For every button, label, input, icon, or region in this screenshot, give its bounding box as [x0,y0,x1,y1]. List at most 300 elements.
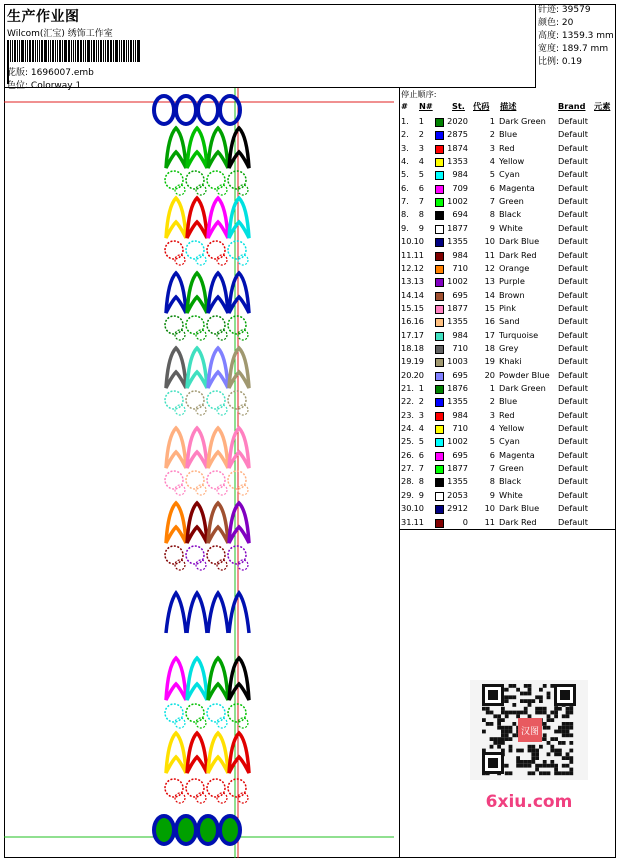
embroidery-leaf [166,733,186,773]
table-row [400,329,616,342]
row-code: 3 [489,142,495,153]
row-stitches: 1002 [447,196,468,207]
row-code: 20 [484,369,495,380]
col-n: N# [419,101,433,111]
row-n: 9 [418,489,424,500]
row-index: 17. [401,329,415,340]
qr-module [509,730,513,734]
qr-module [497,714,501,718]
row-stitches: 1876 [447,383,468,393]
qr-module [516,688,520,692]
qr-module [520,699,524,703]
qr-module [566,722,570,726]
row-description: White [499,489,523,500]
row-brand: Default [558,196,588,207]
qr-module [566,707,570,711]
embroidery-leaf [229,733,249,773]
row-brand: Default [558,156,588,167]
qr-module [497,737,501,741]
table-row [400,409,616,422]
barcode-bar [10,40,11,62]
qr-module [550,684,554,688]
barcode-bar [119,40,120,62]
row-stitches: 1877 [447,302,468,313]
row-description: Turquoise [499,329,539,340]
row-index: 19. [401,356,415,367]
qr-module [569,749,573,753]
qr-module [501,741,505,745]
row-description: Yellow [499,423,525,434]
qr-module [516,714,520,718]
qr-module [554,771,558,775]
color-swatch [435,252,444,261]
qr-module [554,714,558,718]
row-description: Magenta [499,182,535,193]
row-index: 22. [401,396,415,407]
qr-module [566,764,570,768]
embroidery-arch [187,593,207,633]
qr-module [535,764,539,768]
qr-module [566,771,570,775]
row-code: 7 [489,463,495,474]
row-brand: Default [558,503,588,514]
row-stitches: 709 [452,182,468,193]
row-brand: Default [558,116,588,126]
color-swatch [435,425,444,434]
barcode [7,40,143,62]
barcode-bar [87,40,90,62]
table-row [400,275,616,288]
row-code: 15 [484,302,495,313]
qr-module [543,726,547,730]
row-description: Green [499,196,524,207]
row-index: 31. [401,516,415,527]
embroidery-arch [229,593,249,633]
qr-module [509,695,513,699]
qr-module [512,684,516,688]
embroidery-leaf [166,503,186,543]
qr-module [490,737,494,741]
row-stitches: 984 [452,169,468,180]
barcode-bar [137,40,140,62]
col-code: 代码 [473,101,490,111]
qr-module [535,695,539,699]
stat-label: 针迹: [538,5,560,15]
row-n: 12 [413,262,424,273]
row-index: 23. [401,409,415,420]
table-row [400,435,616,448]
barcode-bar [41,40,43,62]
embroidery-loop [176,816,196,844]
row-n: 7 [418,196,424,207]
col-brand: Brand [558,101,586,111]
embroidery-leaf [187,428,207,468]
row-code: 3 [489,409,495,420]
table-row [400,128,616,141]
barcode-bar [62,40,63,62]
qr-module [520,760,524,764]
table-row [400,155,616,168]
row-code: 5 [489,436,495,447]
embroidery-scroll [186,704,204,722]
qr-module [528,714,532,718]
qr-module [558,726,562,730]
row-stitches: 695 [452,289,468,300]
color-swatch [435,198,444,207]
stat-label: 比例: [538,57,560,67]
barcode-bar [80,40,82,62]
table-row [400,115,616,128]
row-description: Dark Blue [499,236,540,247]
embroidery-scroll [186,546,204,564]
qr-module [505,730,509,734]
row-index: 21. [401,383,415,393]
qr-module [501,707,505,711]
qr-module [554,707,558,711]
company-name: Wilcom(汇宝) 绣饰工作室 [7,29,113,39]
row-description: White [499,222,523,233]
row-brand: Default [558,489,588,500]
barcode-bar [52,40,54,62]
qr-module [501,749,505,753]
row-code: 12 [484,262,495,273]
barcode-bar [29,40,31,62]
embroidery-scroll [228,171,246,189]
embroidery-leaf [166,128,186,168]
table-row [400,249,616,262]
qr-module [531,771,535,775]
row-index: 3. [401,142,409,153]
table-header [400,101,616,113]
barcode-bar [19,40,20,62]
qr-module [490,745,494,749]
stats-panel [536,4,616,88]
table-row [400,168,616,181]
row-description: Sand [499,316,520,327]
row-description: Yellow [499,156,525,167]
qr-module [509,726,513,730]
embroidery-leaf [229,348,249,388]
qr-module [558,771,562,775]
qr-module [566,752,570,756]
qr-module [512,733,516,737]
barcode-bar [50,40,51,62]
qr-module [566,726,570,730]
qr-module [562,764,566,768]
row-index: 6. [401,182,409,193]
row-stitches: 710 [452,262,468,273]
qr-module [543,737,547,741]
qr-module [509,711,513,715]
row-brand: Default [558,129,588,140]
row-stitches: 2875 [447,129,468,140]
qr-module [569,722,573,726]
row-index: 5. [401,169,409,180]
embroidery-leaf [187,658,207,700]
embroidery-leaf [187,128,207,168]
qr-module [566,756,570,760]
color-swatch [435,171,444,180]
qr-module [497,745,501,749]
qr-module [493,737,497,741]
embroidery-arch [166,593,186,633]
row-n: 4 [418,423,424,434]
qr-module [486,707,490,711]
row-stitches: 0 [462,516,468,527]
qr-module [539,764,543,768]
embroidery-leaf [208,503,228,543]
embroidery-scroll [165,471,183,489]
qr-module [493,714,497,718]
qr-module [543,764,547,768]
qr-module [569,760,573,764]
color-swatch [435,478,444,487]
file-line [7,65,94,78]
row-n: 11 [413,249,424,260]
row-code: 4 [489,423,495,434]
qr-module [550,737,554,741]
row-n: 3 [418,142,424,153]
row-n: 16 [413,316,424,327]
qr-module [558,707,562,711]
row-n: 1 [418,116,424,126]
barcode-bar [27,40,28,62]
row-code: 6 [489,182,495,193]
row-description: Orange [499,262,530,273]
embroidery-scroll [165,704,183,722]
qr-module [482,718,486,722]
embroidery-scroll [228,471,246,489]
color-swatch [435,505,444,514]
row-n: 8 [418,476,424,487]
row-stitches: 1353 [447,156,468,167]
qr-finder [488,690,498,700]
qr-module [569,707,573,711]
row-index: 1. [401,116,409,126]
qr-module [528,745,532,749]
embroidery-leaf [187,348,207,388]
row-index: 24. [401,423,415,434]
embroidery-leaf [208,198,228,238]
row-stitches: 710 [452,423,468,434]
row-stitches: 695 [452,449,468,460]
qr-module [554,768,558,772]
embroidery-leaf [187,273,207,313]
embroidery-leaf [208,733,228,773]
row-n: 19 [413,356,424,367]
row-stitches: 694 [452,209,468,220]
qr-module [547,695,551,699]
row-code: 8 [489,209,495,220]
row-description: Cyan [499,436,520,447]
color-swatch [435,158,444,167]
embroidery-scroll [207,779,225,797]
qr-module [550,711,554,715]
qr-module [497,718,501,722]
embroidery-loop [220,96,240,124]
qr-module [562,771,566,775]
qr-module [497,741,501,745]
row-brand: Default [558,329,588,340]
barcode-bar [96,40,97,62]
row-brand: Default [558,316,588,327]
embroidery-scroll [228,779,246,797]
row-description: Purple [499,276,525,287]
embroidery-loop [154,96,174,124]
row-code: 18 [484,342,495,353]
qr-module [520,692,524,696]
embroidery-leaf [208,428,228,468]
barcode-bar [14,40,16,62]
embroidery-scroll [228,241,246,259]
row-description: Dark Blue [499,503,540,514]
embroidery-leaf [166,658,186,700]
stat-value: 20 [561,18,574,28]
embroidery-leaf [229,428,249,468]
qr-module [550,749,554,753]
row-code: 5 [489,169,495,180]
row-brand: Default [558,142,588,153]
barcode-bar [115,40,118,62]
header-panel [4,4,536,91]
barcode-bar [98,40,99,62]
qr-module [547,741,551,745]
embroidery-leaf [187,733,207,773]
embroidery-leaf [208,273,228,313]
table-row [400,422,616,435]
qr-module [497,726,501,730]
embroidery-leaf [208,658,228,700]
row-brand: Default [558,463,588,474]
barcode-bar [113,40,114,62]
row-code: 10 [484,236,495,247]
row-index: 20. [401,369,415,380]
color-swatch [435,372,444,381]
qr-module [569,768,573,772]
qr-module [520,764,524,768]
stat-scale [536,56,616,69]
qr-module [486,711,490,715]
stat-label: 高度: [538,31,560,41]
qr-module [501,726,505,730]
barcode-bar [128,40,129,62]
qr-module [569,771,573,775]
qr-module [566,730,570,734]
qr-module [535,752,539,756]
qr-module [528,699,532,703]
row-n: 9 [418,222,424,233]
row-code: 11 [484,249,495,260]
row-index: 7. [401,196,409,207]
row-description: Blue [499,396,518,407]
qr-module [501,730,505,734]
stat-value: 39579 [561,5,591,15]
qr-module [528,771,532,775]
row-index: 8. [401,209,409,220]
qr-module [509,684,513,688]
qr-module [531,699,535,703]
qr-module [554,764,558,768]
qr-module [509,737,513,741]
table-row [400,342,616,355]
embroidery-scroll [165,241,183,259]
embroidery-leaf [229,503,249,543]
embroidery-scroll [186,779,204,797]
row-brand: Default [558,369,588,380]
table-row [400,449,616,462]
qr-module [524,684,528,688]
barcode-bar [73,40,74,62]
qr-module [531,756,535,760]
qr-module [558,749,562,753]
qr-module [528,749,532,753]
barcode-bar [75,40,76,62]
barcode-bar [7,40,9,62]
table-row [400,369,616,382]
qr-module [524,692,528,696]
row-stitches: 1355 [447,476,468,487]
row-brand: Default [558,449,588,460]
qr-module [512,711,516,715]
barcode-bar [105,40,106,62]
qr-module [497,722,501,726]
barcode-bar [77,40,79,62]
color-swatch [435,438,444,447]
row-n: 1 [418,383,424,393]
embroidery-scroll [207,546,225,564]
embroidery-loop [198,96,218,124]
qr-module [505,726,509,730]
embroidery-scroll [207,316,225,334]
qr-module [535,707,539,711]
table-row [400,302,616,315]
embroidery-loop [154,816,174,844]
table-row [400,222,616,235]
row-brand: Default [558,209,588,220]
row-n: 5 [418,436,424,447]
row-stitches: 1874 [447,142,468,153]
qr-logo-text: 汉图 [520,727,540,737]
row-index: 27. [401,463,415,474]
barcode-bar [83,40,84,62]
qr-module [543,684,547,688]
design-preview [4,88,400,858]
brand-watermark: 6xiu.com [485,792,573,812]
embroidery-leaf [166,348,186,388]
qr-module [509,771,513,775]
color-swatch [435,465,444,474]
qr-module [554,711,558,715]
qr-module [558,730,562,734]
row-brand: Default [558,516,588,527]
embroidery-loop [198,816,218,844]
stat-colors [536,17,616,30]
barcode-bar [110,40,112,62]
qr-module [493,741,497,745]
qr-module [524,699,528,703]
row-brand: Default [558,356,588,367]
page-title: 生产作业图 [7,9,80,25]
row-brand: Default [558,396,588,407]
qr-module [505,688,509,692]
row-stitches: 984 [452,409,468,420]
qr-module [543,733,547,737]
row-code: 14 [484,289,495,300]
row-n: 5 [418,169,424,180]
color-swatch [435,131,444,140]
row-brand: Default [558,276,588,287]
qr-module [558,741,562,745]
